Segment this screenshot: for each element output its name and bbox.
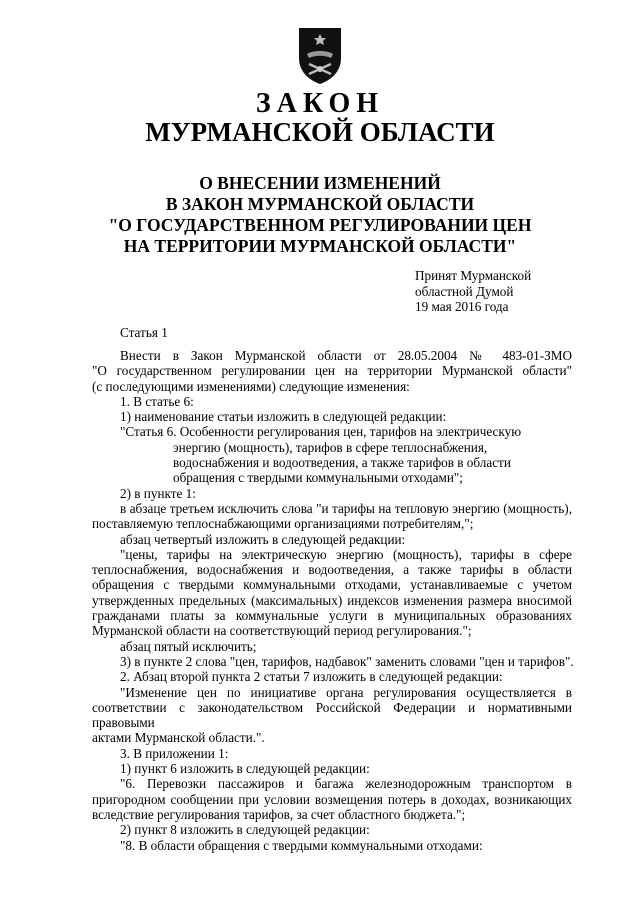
- body-line: водоснабжения и водоотведения, а также тарифов в области: [173, 455, 511, 471]
- law-subtitle: [0, 173, 640, 257]
- adoption-note: [415, 268, 531, 315]
- body-line: обращения с твердыми коммунальными отходами, устанавливаемые с учетом: [92, 577, 572, 593]
- body-line: теплоснабжения, водоснабжения и водоотведения, а также тарифы в области: [92, 562, 572, 578]
- coat-of-arms-emblem: [293, 24, 347, 86]
- body-line: 3. В приложении 1:: [120, 745, 229, 761]
- body-line: утвержденных предельных (максимальных) индексов изменения размера вносимой: [92, 592, 572, 608]
- body-line: абзац четвертый изложить в следующей редакции:: [120, 531, 406, 547]
- body-line: "Статья 6. Особенности регулирования цен, тарифов на электрическую: [120, 424, 522, 440]
- body-line: 2) пункт 8 изложить в следующей редакции:: [120, 822, 370, 838]
- subtitle-line: "О ГОСУДАРСТВЕННОМ РЕГУЛИРОВАНИИ ЦЕН: [108, 215, 532, 235]
- body-line: вследствие регулирования тарифов, за счет областного бюджета.";: [92, 806, 466, 822]
- body-line: поставляемую теплоснабжающими организациями потребителям,";: [92, 516, 474, 532]
- body-line: Внести в Закон Мурманской области от 28.05.2004 № 483-01-ЗМО: [120, 348, 572, 363]
- article-heading: Статья 1: [120, 325, 168, 340]
- law-title-line2: МУРМАНСКОЙ ОБЛАСТИ: [145, 117, 495, 147]
- body-line: актами Мурманской области.".: [92, 730, 265, 746]
- body-line: 1) наименование статьи изложить в следующей редакции:: [120, 409, 447, 425]
- body-line: абзац пятый исключить;: [120, 638, 257, 654]
- body-line: 3) в пункте 2 слова "цен, тарифов, надбавок" заменить словами "цен и тарифов".: [120, 653, 574, 669]
- adoption-line: областной Думой: [415, 283, 514, 299]
- body-line: обращения с твердыми коммунальными отходами";: [173, 470, 463, 486]
- body-line: "8. В области обращения с твердыми коммунальными отходами:: [120, 837, 483, 853]
- body-line: Мурманской области на соответствующий период регулирования.";: [92, 623, 472, 639]
- adoption-line: 19 мая 2016 года: [415, 299, 509, 314]
- body-line: пригородном сообщении при условии возмещения потерь в доходах, возникающих: [92, 791, 572, 807]
- body-line: в абзаце третьем исключить слова "и тарифы на тепловую энергию (мощность),: [120, 500, 572, 516]
- body-line: "цены, тарифы на электрическую энергию (мощность), тарифы в сфере: [120, 546, 572, 562]
- body-line: 1. В статье 6:: [120, 393, 194, 409]
- law-body-text: [92, 348, 572, 853]
- subtitle-line: НА ТЕРРИТОРИИ МУРМАНСКОЙ ОБЛАСТИ": [123, 236, 517, 256]
- body-line: "6. Перевозки пассажиров и багажа железнодорожным транспортом в: [120, 776, 572, 792]
- subtitle-line: О ВНЕСЕНИИ ИЗМЕНЕНИЙ: [199, 173, 441, 193]
- body-line: (с последующими изменениями) следующие изменения:: [92, 378, 410, 394]
- body-line: "О государственном регулировании цен на территории Мурманской области": [92, 363, 572, 379]
- body-line: гражданами платы за коммунальные услуги в муниципальных образованиях: [92, 608, 572, 624]
- subtitle-line: В ЗАКОН МУРМАНСКОЙ ОБЛАСТИ: [165, 194, 475, 214]
- body-line: "Изменение цен по инициативе органа регулирования осуществляется в: [120, 684, 572, 700]
- body-line: энергию (мощность), тарифов в сфере теплоснабжения,: [173, 439, 488, 455]
- adoption-line: Принят Мурманской: [415, 268, 532, 283]
- body-line: 2) в пункте 1:: [120, 485, 196, 501]
- body-line: 1) пункт 6 изложить в следующей редакции:: [120, 761, 370, 777]
- law-title-line1: ЗАКОН: [255, 88, 385, 119]
- body-line: соответствии с законодательством Российской Федерации и нормативными правовыми: [92, 699, 572, 731]
- body-line: 2. Абзац второй пункта 2 статьи 7 изложить в следующей редакции:: [120, 669, 503, 685]
